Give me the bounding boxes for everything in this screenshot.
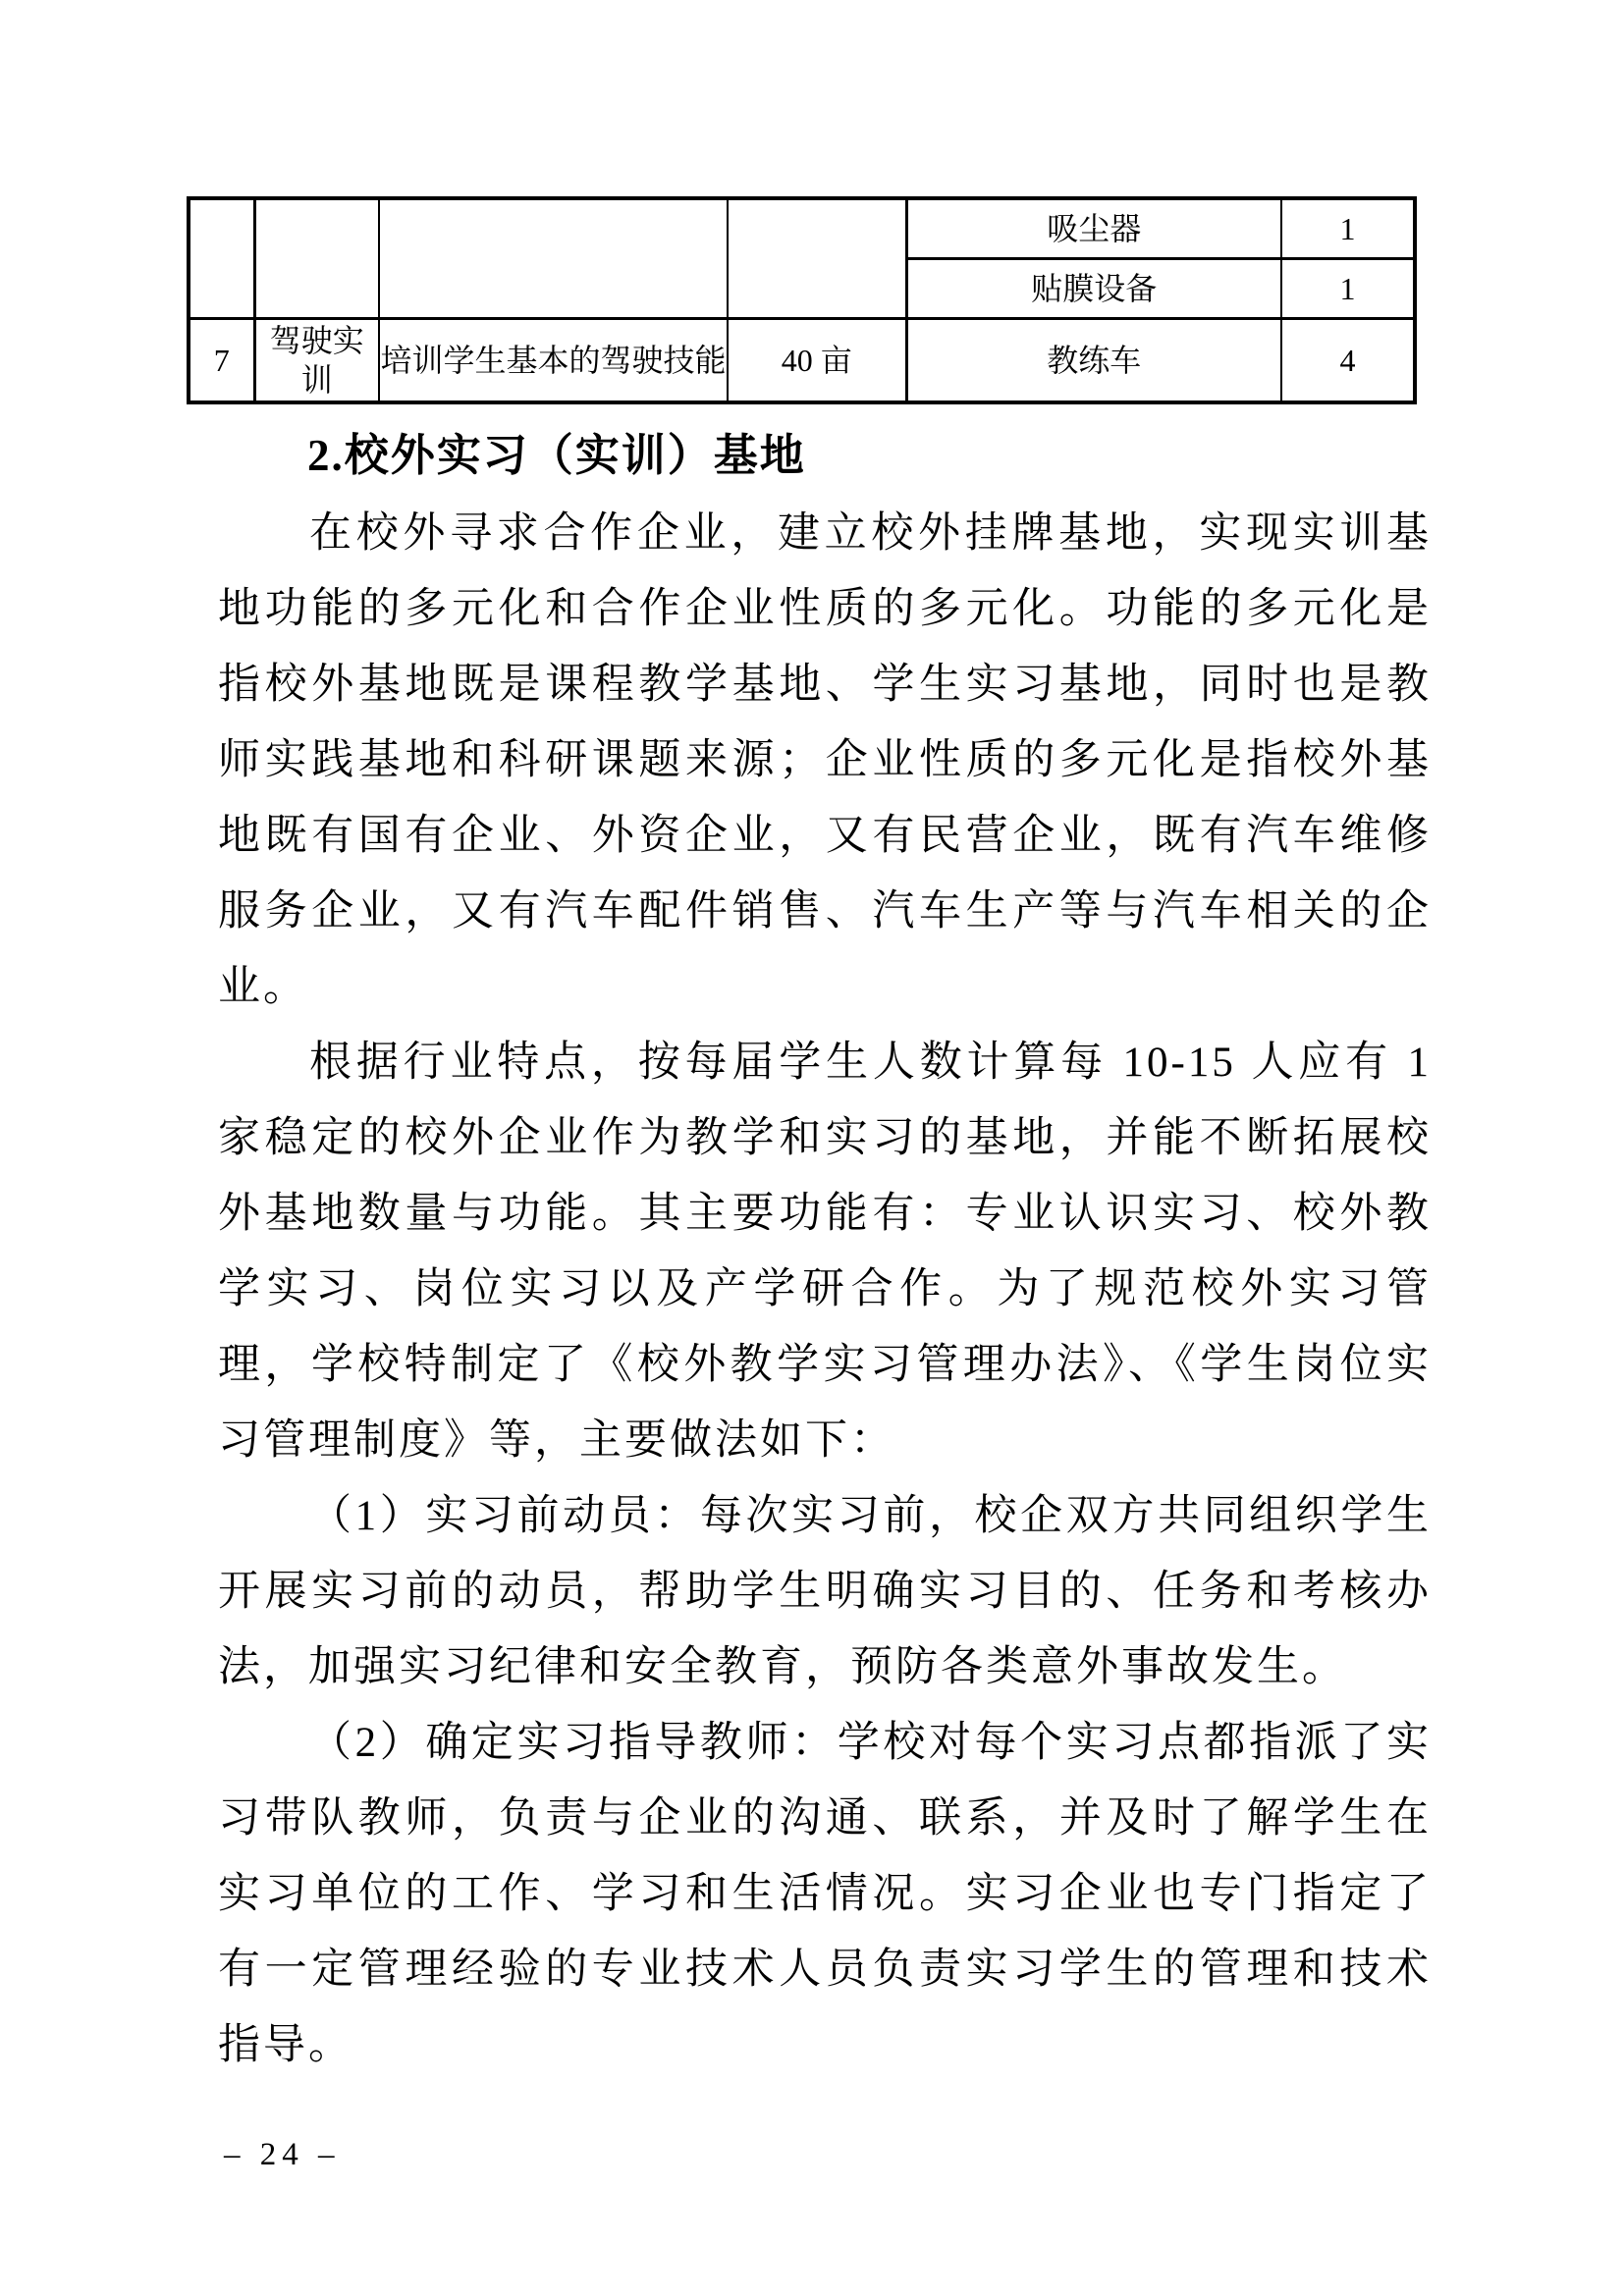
row-no-cell <box>189 198 254 318</box>
section-heading: 2.校外实习（实训）基地 <box>307 431 806 480</box>
equipment-cell: 吸尘器 <box>906 198 1281 258</box>
table-row <box>189 198 1415 258</box>
table-row <box>189 318 1415 402</box>
quantity-cell: 4 <box>1281 318 1415 402</box>
body-paragraph: 在校外寻求合作企业，建立校外挂牌基地，实现实训基地功能的多元化和合作企业性质的多元化。功能的多元化是指校外基地既是课程教学基地、学生实习基地，同时也是教师实践基地和科研课题来源；企业性质的多元化是指校外基地既有国有企业、外资企业，又有民营企业，既有汽车维修服务企业，又有汽车配件销售、汽车生产等与汽车相关的企业。 <box>218 510 1432 1010</box>
purpose-cell <box>379 198 728 318</box>
body-paragraph: （2）确定实习指导教师：学校对每个实习点都指派了实习带队教师，负责与企业的沟通、联系，并及时了解学生在实习单位的工作、学习和生活情况。实习企业也专门指定了有一定管理经验的专业技术人员负责实习学生的管理和技术指导。 <box>218 1720 1432 2068</box>
area-cell: 40 亩 <box>728 318 906 402</box>
body-paragraph: 根据行业特点，按每届学生人数计算每 10-15 人应有 1 家稳定的校外企业作为教学和实习的基地，并能不断拓展校外基地数量与功能。其主要功能有：专业认识实习、校外教学实习、岗位实习以及产学研合作。为了规范校外实习管理，学校特制定了《校外教学实习管理办法》、《学生岗位实习管理制度》等，主要做法如下： <box>218 1040 1432 1464</box>
quantity-cell: 1 <box>1281 258 1415 318</box>
quantity-cell: 1 <box>1281 198 1415 258</box>
area-cell <box>728 198 906 318</box>
page-number: – 24 – <box>224 2137 341 2172</box>
equipment-cell: 贴膜设备 <box>906 258 1281 318</box>
base-name-cell <box>254 198 379 318</box>
base-name-cell: 驾驶实训 <box>254 318 379 402</box>
body-paragraph: （1）实习前动员：每次实习前，校企双方共同组织学生开展实习前的动员，帮助学生明确实习目的、任务和考核办法，加强实习纪律和安全教育，预防各类意外事故发生。 <box>218 1493 1432 1690</box>
row-no-cell: 7 <box>189 318 254 402</box>
purpose-cell: 培训学生基本的驾驶技能 <box>379 318 728 402</box>
equipment-cell: 教练车 <box>906 318 1281 402</box>
facilities-table <box>187 196 1417 404</box>
body-text <box>218 496 1432 2083</box>
